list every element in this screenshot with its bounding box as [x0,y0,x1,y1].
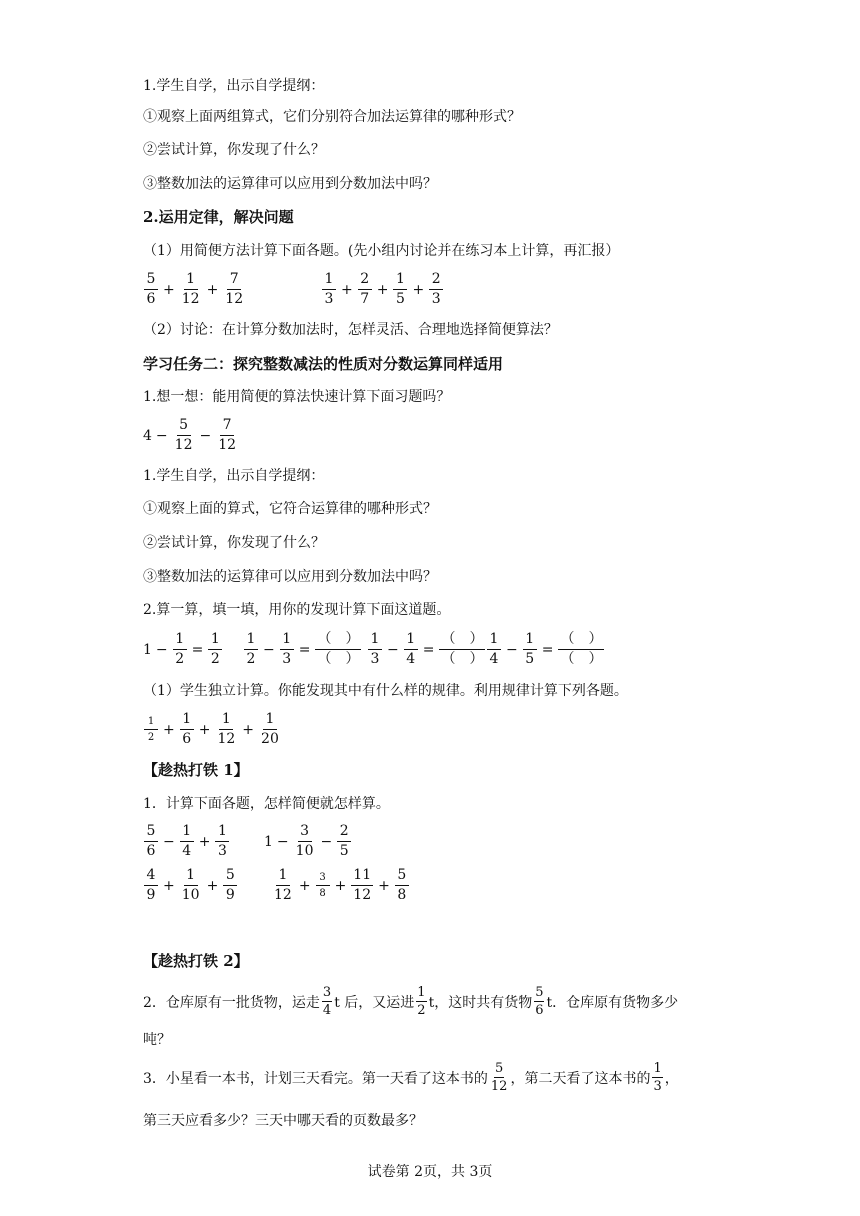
text-line: 吨？ [143,1032,171,1048]
text-line: ③整数加法的运算律可以应用到分数加法中吗？ [143,176,437,192]
math-expression: 1 − $\frac{1}{2}$ = $\frac{1}{2}$ [143,632,223,667]
word-problem-2: 2．仓库原有一批货物，运走 $\frac{3}{4}$ t 后，又运进 $\frac{1}{2}$ t，这时共有货物 $\frac{5}{6}$ t．仓库原有货物多少 [143,985,679,1018]
page-footer: 试卷第 2页，共 3页 [367,1164,493,1180]
math-expression: $\frac{1}{3}$ + $\frac{2}{7}$ + $\frac{1}{5}$ + $\frac{2}{3}$ [321,272,444,307]
section-heading: 【趁热打铁 2】 [143,952,249,970]
text-line: 1.想一想：能用简便的算法快速计算下面习题吗？ [143,389,451,405]
math-expression: $\frac{4}{9}$ + $\frac{1}{10}$ + $\frac{5}{9}$ [143,868,238,903]
text-line: 1.学生自学，出示自学提纲： [143,468,325,484]
math-expression: $\frac{1}{4}$ − $\frac{1}{5}$ = $\frac{( )}{( )}$ [486,632,605,667]
word-problem-3: 3．小星看一本书，计划三天看完。第一天看了这本书的 $\frac{5}{12}$ ，第二天看了这本书的 $\frac{1}{3}$ ， [143,1061,679,1094]
math-expression: $\frac{1}{2}$ + $\frac{1}{6}$ + $\frac{1}{12}$ + $\frac{1}{20}$ [143,712,282,747]
math-expression: $\frac{1}{12}$ + $\frac{3}{8}$ + $\frac{11}{12}$ + $\frac{5}{8}$ [271,868,410,903]
text-line: ①观察上面两组算式，它们分别符合加法运算律的哪种形式？ [143,109,521,125]
text-line: （2）讨论：在计算分数加法时，怎样灵活、合理地选择简便算法？ [143,322,558,338]
text-line: 1.学生自学，出示自学提纲： [143,78,325,94]
text-line: 2.算一算，填一填，用你的发现计算下面这道题。 [143,602,451,618]
text-line: ②尝试计算，你发现了什么？ [143,535,325,551]
text-line: 1．计算下面各题，怎样简便就怎样算。 [143,796,390,812]
text-line: （1）用简便方法计算下面各题。(先小组内讨论并在练习本上计算，再汇报） [143,243,620,259]
text-line: ③整数加法的运算律可以应用到分数加法中吗？ [143,569,437,585]
answer-blank[interactable]: $\frac{( )}{( )}$ [317,631,360,667]
math-expression: $\frac{1}{3}$ − $\frac{1}{4}$ = $\frac{( )}{( )}$ [367,632,486,667]
math-expression: 1 − $\frac{3}{10}$ − $\frac{2}{5}$ [264,824,352,859]
text-line: 第三天应看多少？三天中哪天看的页数最多？ [143,1113,423,1129]
section-heading: 学习任务二：探究整数减法的性质对分数运算同样适用 [143,355,504,373]
text-line: ②尝试计算，你发现了什么？ [143,142,325,158]
section-heading: 2.运用定律，解决问题 [143,208,294,226]
section-heading: 【趁热打铁 1】 [143,761,249,779]
math-expression: 4 − $\frac{5}{12}$ − $\frac{7}{12}$ [143,417,237,453]
answer-blank[interactable]: $\frac{( )}{( )}$ [560,631,603,667]
text-line: （1）学生独立计算。你能发现其中有什么样的规律。利用规律计算下列各题。 [143,683,628,699]
answer-blank[interactable]: $\frac{( )}{( )}$ [441,631,484,667]
math-expression: $\frac{5}{6}$ − $\frac{1}{4}$ + $\frac{1}{3}$ [143,824,230,859]
math-expression: $\frac{5}{6}$ + $\frac{1}{12}$ + $\frac{7}{12}$ [143,272,246,307]
text-line: ①观察上面的算式，它符合运算律的哪种形式？ [143,501,437,517]
math-expression: $\frac{1}{2}$ − $\frac{1}{3}$ = $\frac{( )}{( )}$ [243,632,362,667]
